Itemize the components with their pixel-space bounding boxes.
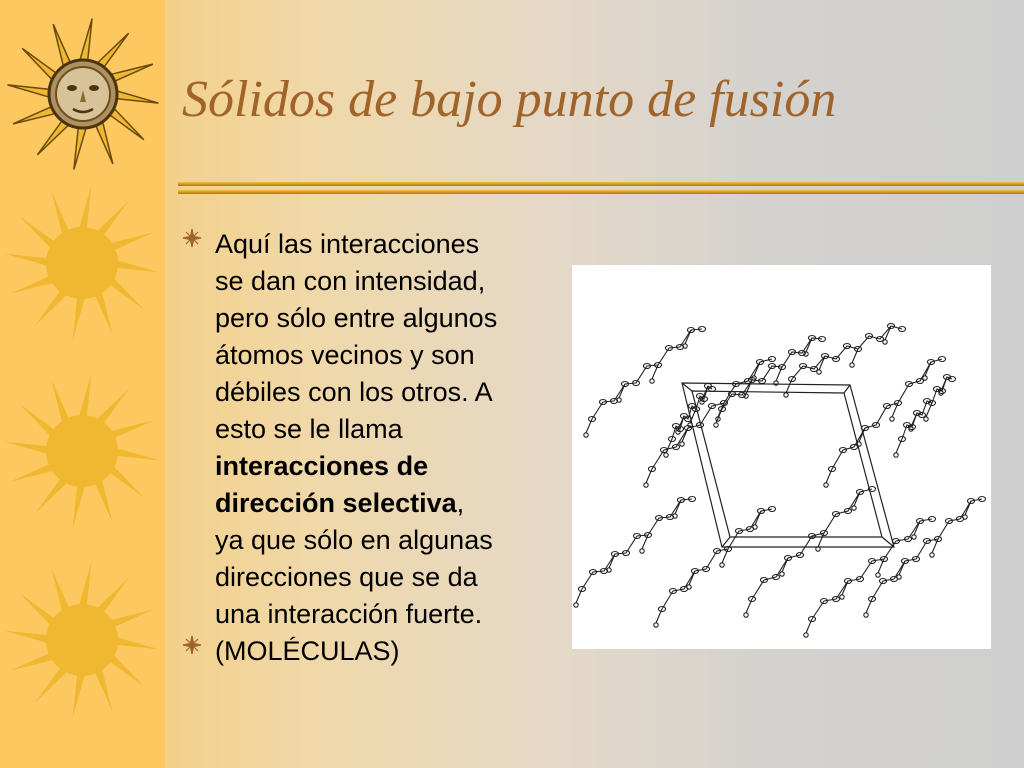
atom <box>804 633 808 637</box>
atom <box>930 553 934 557</box>
slide-title: Sólidos de bajo punto de fusión <box>182 71 837 128</box>
bullet-line: Aquí las interacciones <box>215 229 480 259</box>
sun-ray <box>5 631 53 645</box>
atom <box>824 483 828 487</box>
star-bullet-icon <box>182 228 202 248</box>
atom <box>640 549 644 553</box>
bold-term-line-wrapper <box>215 485 582 522</box>
bullet-list <box>182 226 582 670</box>
atom <box>714 423 718 427</box>
bullet-item <box>182 226 582 633</box>
sun-ray <box>73 293 87 341</box>
bullet-line: ya que sólo en algunas <box>215 525 493 555</box>
sun-ray <box>5 442 53 456</box>
sun-ray <box>8 85 54 98</box>
sun-ray <box>73 670 87 718</box>
bullet-line: (MOLÉCULAS) <box>215 636 400 666</box>
atom <box>744 613 748 617</box>
atom <box>780 572 784 576</box>
atom <box>687 585 691 589</box>
bullet-line: direcciones que se da <box>215 562 478 592</box>
atom <box>963 515 967 519</box>
sun-ray <box>78 374 92 422</box>
bold-term-line: interacciones de <box>215 451 429 481</box>
atom <box>753 525 757 529</box>
atom <box>852 506 856 510</box>
atom <box>850 363 854 367</box>
atom <box>923 376 927 380</box>
sun-ray <box>5 254 53 268</box>
atom <box>899 327 906 332</box>
bullet-line: pero sólo entre algunos <box>215 303 498 333</box>
atom <box>912 535 916 539</box>
bullet-line: una interacción fuerte. <box>215 599 483 629</box>
atom <box>650 379 654 383</box>
sun-ray <box>73 481 87 529</box>
sun-icon <box>3 371 161 531</box>
title-divider <box>178 182 1024 202</box>
atom <box>584 433 588 437</box>
atom <box>894 453 898 457</box>
star-bullet-icon <box>182 635 202 655</box>
atom <box>680 442 684 446</box>
bullet-line: esto se le llama <box>215 414 403 444</box>
atom <box>864 613 868 617</box>
crystal-lattice-drawing <box>572 265 991 649</box>
atom <box>890 417 894 421</box>
sun-ray <box>113 90 159 103</box>
comma: , <box>456 488 465 518</box>
sun-ray <box>79 19 92 65</box>
sun-ray <box>74 124 87 170</box>
sun-ray <box>112 259 160 273</box>
bullet-line: átomos vecinos y son <box>215 340 475 370</box>
sun-icon <box>3 183 161 343</box>
sun-ray <box>78 563 92 611</box>
sun-face-icon <box>5 10 161 175</box>
sun-ray <box>112 447 160 461</box>
atom <box>644 483 648 487</box>
atom <box>883 340 887 344</box>
bold-term-line: dirección selectiva <box>215 488 457 518</box>
atom <box>664 453 668 457</box>
sun-ray <box>112 636 160 650</box>
decorative-sidebar <box>0 0 165 768</box>
atom <box>817 370 821 374</box>
atom <box>720 563 724 567</box>
bullet-line: débiles con los otros. A <box>215 377 493 407</box>
atom <box>574 603 578 607</box>
bullet-line: se dan con intensidad, <box>215 266 486 296</box>
atom <box>784 393 788 397</box>
sun-icon <box>3 560 161 720</box>
molecular-crystal-structure-image <box>572 265 991 649</box>
atom <box>654 623 658 627</box>
bullet-item <box>182 633 582 670</box>
atom <box>924 417 928 421</box>
sun-ray <box>78 186 92 234</box>
molecule-chain <box>792 326 902 379</box>
atom <box>897 575 901 579</box>
atom <box>840 595 844 599</box>
atom <box>876 573 880 577</box>
